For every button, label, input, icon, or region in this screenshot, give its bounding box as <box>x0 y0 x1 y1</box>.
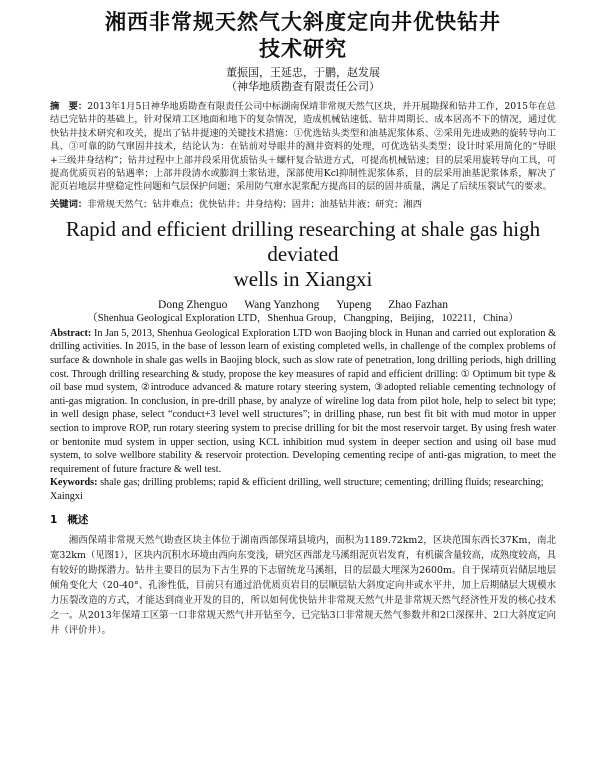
en-authors <box>50 298 556 312</box>
en-affiliation: （Shenhua Geological Exploration LTD，Shenhua Group，Changping，Beijing，102211，China） <box>87 312 519 324</box>
zh-keywords-label: 关键词： <box>50 198 88 210</box>
en-title <box>50 217 556 292</box>
section-1-body <box>50 533 556 638</box>
en-author-4: Zhao Fazhan <box>388 298 448 311</box>
en-keywords <box>50 476 556 503</box>
zh-authors: 董振国，王延忠，于鹏，赵发展 <box>226 66 380 79</box>
en-title-line-2: wells in Xiangxi <box>233 266 373 291</box>
zh-affiliation: （神华地质勘查有限责任公司） <box>226 80 380 93</box>
en-keywords-text: shale gas; drilling problems; rapid & efficient drilling, well structure; cementing; drilling fluids; researching; Xaingxi <box>50 477 544 502</box>
section-1-paragraph: 湘西保靖非常规天然气勘查区块主体位于湖南西部保靖县境内，面积为1189.72km2，区块范围东西长37Km，南北宽32km（见图1），区块内沉积水环境由西向东变浅，研究区西部龙马溪组泥页岩发育，有机碳含量较高，成熟度较高，具有较好的勘探潜力。钻井主要目的层为下古生界的下志留统龙马溪组，目的层最大埋深为2600m。自于保靖页岩储层地层倾角变化大（20-40°、孔渗性低，目前只有通过沿优质页岩目的层顺层钻大斜度定向井或水平井，加上后期储层大规模水力压裂改造的方式，才能达到商业开发的目的，所以如何优快钻井非常规天然气井是非常规天然气经济性开发的核心技术之一。从2013年保靖工区第一口非常规天然气井开钻至今，已完钻3口非常规天然气参数井和2口深探井、2口大斜度定向井（评价井）。 <box>50 534 556 636</box>
section-1-heading <box>50 512 556 527</box>
zh-keywords-text: 非常规天然气；钻井难点；优快钻井；井身结构；固井；油基钻井液；研究；湘西 <box>87 198 422 210</box>
zh-abstract-label: 摘 要： <box>50 101 88 112</box>
en-abstract <box>50 327 556 477</box>
en-abstract-label: Abstract: <box>50 327 92 339</box>
zh-abstract-text: 2013年1月5日神华地质勘查有限责任公司中标湖南保靖非常规天然气区块，并开展勘探和钻井工作，2015年在总结已完钻井的基础上，针对保靖工区地面和地下的复杂情况，造成机械钻速低、钻井周期长、成本居高不下的情况，通过优快钻井技术研究和攻关，提出了钻井提速的关键技术措施：①优选钻头类型和油基泥浆体系、②采用先进成熟的旋转导向工具、③可靠的防气窜固井技术，结论认为：在钻前对导眼井的测井资料的处理，可优选钻头类型；设计时采用简化的“导眼+三级井身结构”；钻井过程中上部井段采用优质钻头＋螺杆复合钻进方式，可提高机械钻速；目的层采用旋转导向工具，可提高优质页岩的钻遇率；上部井段清水或膨润土浆钻进，深部使用Kcl抑制性泥浆体系，目的层采用油基泥浆体系，解决了泥页岩地层井壁稳定性问题和气层保护问题；采用防气窜水泥浆配方提高目的层的固井质量，满足了后续压裂试气的要求。 <box>50 101 556 193</box>
section-1-title: 概述 <box>67 513 89 526</box>
section-1-number: 1 <box>50 513 58 526</box>
en-keywords-label: Keywords: <box>50 477 98 489</box>
en-abstract-text: In Jan 5, 2013, Shenhua Geological Exploration LTD won Baojing block in Hunan and carried out exploration & drilling activities. In 2015, in the base of lesson learn of existing completed wells, in challenge of the complex problems of surface & downhole in shale gas wells in Baojing block, such as slow rate of penetration, long drilling periods, high drilling cost. Through drilling researching & study, propose the key measures of rapid and efficient drilling: ① Optimum bit type & oil base mud system, ②introduce advanced & mature rotary steering system, ③adopted reliable cementing technology of anti-gas migration. In conclusion, in pre-drill phase, by analyze of wireline log data from pilot hole, help to select bit type; in well design phase, select “conduct+3 level well structures”; in drilling phase, run best fit bit with mud motor in upper section to improve ROP, run rotary steering system to precise drilling for bit the most reservoir target. By using fresh water or bentonite mud system in upper section, using KCL inhibition mud system in deeper section and using oil base mud system, to solve wellbore stability & reservoir protection. Developing cementing recipe of anti-gas migration, to meet the requirement of future fracture & well test. <box>50 327 556 475</box>
en-author-3: Yupeng <box>336 298 372 311</box>
zh-abstract <box>50 100 556 194</box>
en-author-2: Wang Yanzhong <box>244 298 320 311</box>
zh-keywords <box>50 198 556 211</box>
en-author-1: Dong Zhenguo <box>158 298 228 311</box>
zh-title <box>50 0 556 63</box>
zh-title-line-2: 技术研究 <box>259 37 347 61</box>
zh-title-line-1: 湘西非常规天然气大斜度定向井优快钻井 <box>105 10 501 34</box>
en-title-line-1: Rapid and efficient drilling researching at shale gas high deviated <box>65 216 541 266</box>
